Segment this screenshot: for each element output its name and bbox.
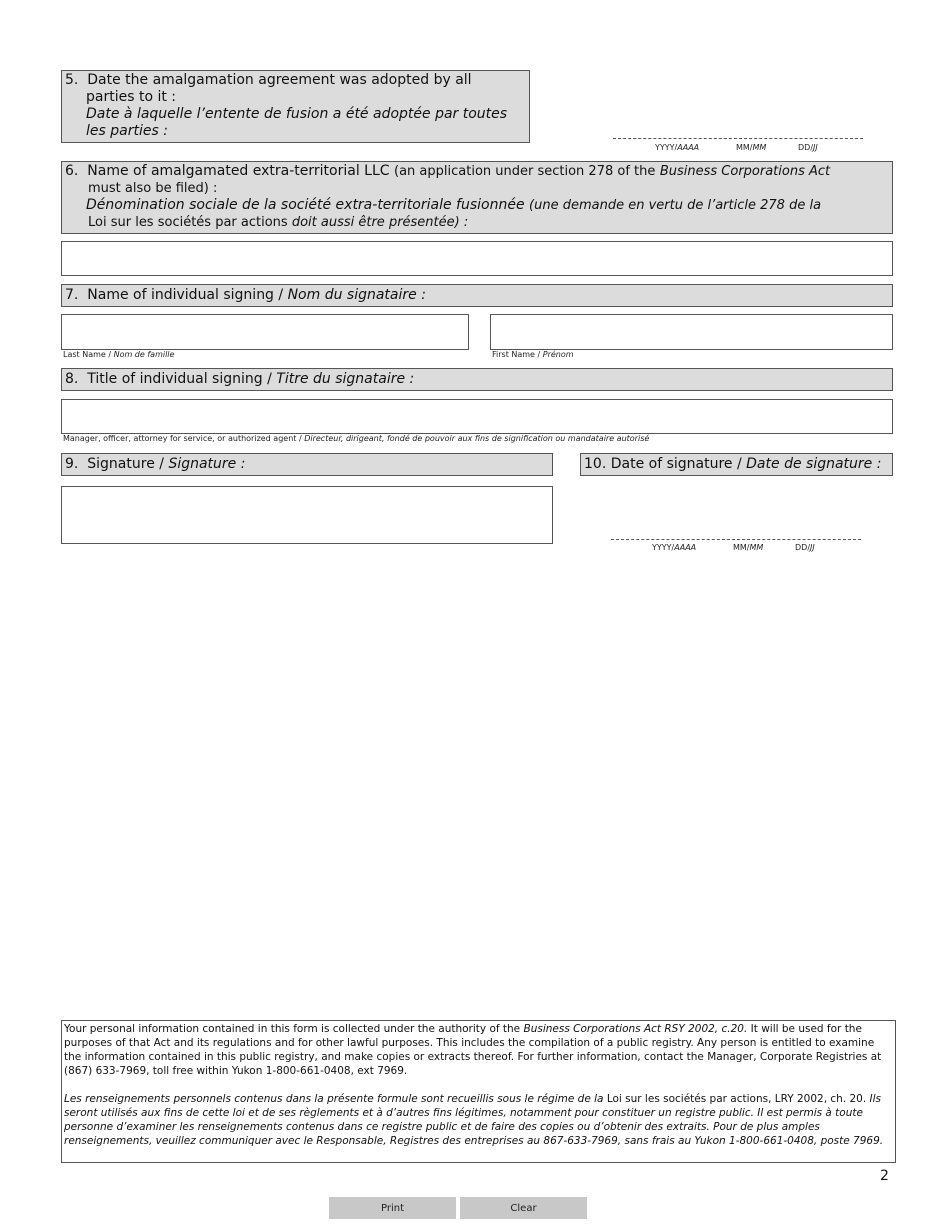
q5-number: 5. (65, 72, 79, 88)
title-hint-en: Manager, officer, attorney for service, or authorized agent / (63, 434, 302, 443)
q6-paren-fr-a: (une demande en vertu de l’article 278 de la (529, 198, 822, 213)
year-label: YYYY/ (652, 543, 675, 552)
q6-paren-fr-b: doit aussi être présentée) : (291, 215, 469, 230)
last-name-label-en: Last Name / (63, 350, 112, 359)
day-label: DD/ (798, 143, 814, 152)
q10-header (580, 453, 893, 476)
q10-date-line[interactable] (611, 539, 861, 540)
q7-label-en: Name of individual signing / (87, 287, 284, 303)
q9-label-fr: Signature : (168, 456, 246, 472)
q5-date-labels (655, 143, 818, 152)
q7-header (61, 284, 893, 307)
last-name-label (63, 350, 174, 359)
notice-en-act: Business Corporations Act RSY 2002, c.20. (523, 1023, 748, 1035)
q6-number: 6. (65, 163, 79, 179)
q10-number: 10. (584, 456, 607, 472)
notice-en-b: It will be used for the purposes of that Act and its regulations and for other lawful purposes. This includes the compilation of a public registry. Any person is entitled to examine the information contained in this public registry, and make copies or extracts thereof. For further information, contact the Manager, Corporate Registries at (867) 633-7969, toll free within Yukon 1-800-661-0408, ext 7969. (64, 1023, 882, 1077)
title-input[interactable] (61, 399, 893, 434)
q6-act-en: Business Corporations Act (659, 164, 831, 179)
q8-label-en: Title of individual signing / (87, 371, 272, 387)
q6-paren-en-a: (an application under section 278 of the (394, 164, 656, 179)
year-label-fr: AAAA (674, 543, 697, 552)
q10-label-en: Date of signature / (610, 456, 742, 472)
notice-fr-a: Les renseignements personnels contenus dans la présente formule sont recueillis sous le régime de la (64, 1093, 604, 1105)
q5-label-en-2: parties to it : (86, 89, 177, 105)
q10-label-fr: Date de signature : (746, 456, 882, 472)
title-hint-fr: Directeur, dirigeant, fondé de pouvoir aux fins de signification ou mandataire autorisé (304, 434, 650, 443)
notice-fr-act: Loi sur les sociétés par actions, LRY 2002, ch. 20. (606, 1093, 867, 1105)
q7-number: 7. (65, 287, 79, 303)
day-label-fr: JJ (813, 143, 818, 152)
print-button[interactable]: Print (329, 1197, 456, 1219)
q6-label-en: Name of amalgamated extra-territorial LLC (87, 163, 390, 179)
clear-button[interactable]: Clear (460, 1197, 587, 1219)
first-name-input[interactable] (490, 314, 893, 350)
q6-label-fr: Dénomination sociale de la société extra-territoriale fusionnée (86, 197, 525, 213)
q5-header (61, 70, 530, 143)
q9-header (61, 453, 553, 476)
q5-date-line[interactable] (613, 138, 863, 139)
q8-header (61, 368, 893, 391)
privacy-notice-fr (64, 1092, 893, 1148)
notice-fr-b: Ils seront utilisés aux fins de cette loi et de ses règlements et à d’autres fins légitimes, notamment pour constituer un registre public. Il est permis à toute personne d’examiner les renseignements contenus dans ce registre public et de faire des copies ou d’obtenir des extraits. Pour de plus amples renseignements, veuillez communiquer avec le Responsable, Registres des entreprises au 867-633-7969, sans frais au Yukon 1-800-661-0408, poste 7969. (64, 1093, 884, 1147)
first-name-label-en: First Name / (492, 350, 541, 359)
q9-number: 9. (65, 456, 79, 472)
day-label: DD/ (795, 543, 811, 552)
page-number: 2 (880, 1168, 889, 1184)
q5-label-fr: Date à laquelle l’entente de fusion a été adoptée par toutes (86, 106, 508, 122)
day-label-fr: JJ (810, 543, 815, 552)
q6-paren-en-b: must also be filed) : (88, 181, 218, 196)
q6-act-fr: Loi sur les sociétés par actions (88, 215, 288, 230)
q8-label-fr: Titre du signataire : (276, 371, 415, 387)
privacy-notice (61, 1020, 896, 1163)
first-name-label (492, 350, 574, 359)
month-label: MM/ (736, 143, 753, 152)
month-label: MM/ (733, 543, 750, 552)
q7-label-fr: Nom du signataire : (287, 287, 426, 303)
q6-name-input[interactable] (61, 241, 893, 276)
first-name-label-fr: Prénom (542, 350, 574, 359)
signature-box[interactable] (61, 486, 553, 544)
last-name-label-fr: Nom de famille (113, 350, 175, 359)
title-hint (63, 434, 649, 443)
notice-en-a: Your personal information contained in this form is collected under the authority of the (64, 1023, 521, 1035)
year-label-fr: AAAA (677, 143, 700, 152)
q9-label-en: Signature / (87, 456, 164, 472)
q10-date-labels (652, 543, 815, 552)
q5-label-fr-2: les parties : (86, 123, 168, 139)
month-label-fr: MM (749, 543, 764, 552)
privacy-notice-en (64, 1022, 893, 1078)
q8-number: 8. (65, 371, 79, 387)
q5-label-en: Date the amalgamation agreement was adopted by all (87, 72, 472, 88)
q6-header (61, 161, 893, 234)
year-label: YYYY/ (655, 143, 678, 152)
last-name-input[interactable] (61, 314, 469, 350)
month-label-fr: MM (752, 143, 767, 152)
